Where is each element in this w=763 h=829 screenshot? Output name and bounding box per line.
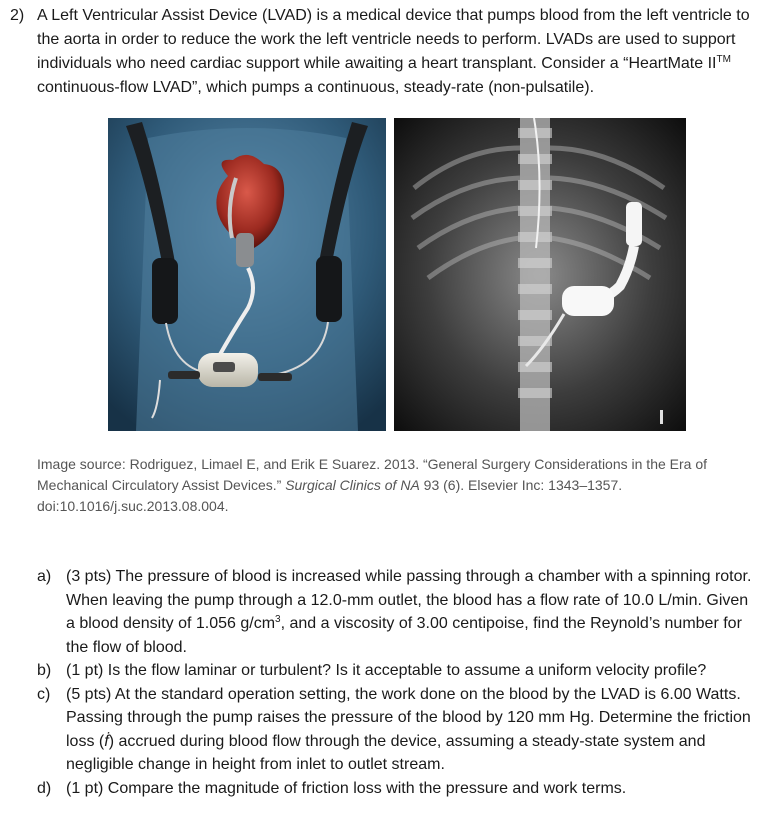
caption-text-1: Image source: Rodriguez, Limael E, and Erik E Suarez. 2013. “General Surgery Considerations in the Era of Mechanical Circulatory Assist Devices.” <box>37 456 708 493</box>
subquestion-text-cont: ) accrued during blood flow through the device, assuming a steady-state system and negligible change in height from inlet to outlet stream. <box>66 732 706 773</box>
image-source-caption <box>37 454 752 517</box>
subquestion-text: (5 pts) At the standard operation setting, the work done on the blood by the LVAD is 6.00 Watts. Passing through the pump raises the pressure of the blood by 120 mm Hg. Determine the friction loss ( <box>66 685 751 750</box>
subquestion-label: d) <box>37 779 52 797</box>
intro-text-2: continuous-flow LVAD”, which pumps a continuous, steady-rate (non-pulsatile). <box>37 79 595 96</box>
xray-image <box>394 118 686 431</box>
subquestion-c <box>37 683 752 777</box>
subquestion-text: (3 pts) The pressure of blood is increased while passing through a chamber with a spinning rotor. When leaving the pump through a 12.0-mm outlet, the blood has a flow rate of 10.0 L/min. Given a blood density of 1.056 g/cm <box>66 568 752 632</box>
subquestion-text: (1 pt) Is the flow laminar or turbulent? Is it acceptable to assume a uniform velocity profile? <box>66 662 707 679</box>
subquestion-b <box>37 659 752 683</box>
lvad-illustration <box>108 118 386 431</box>
friction-symbol: ḟ <box>104 732 109 750</box>
caption-text-2: 93 (6). Elsevier Inc: 1343–1357. doi:10.1016/j.suc.2013.08.004. <box>37 477 623 514</box>
subquestion-d <box>37 777 752 801</box>
cubed-superscript: 3 <box>275 614 281 625</box>
subquestion-label: c) <box>37 685 51 703</box>
question-number: 2) <box>10 7 25 24</box>
figure-images <box>108 118 686 431</box>
subquestion-text: (1 pt) Compare the magnitude of friction loss with the pressure and work terms. <box>66 779 627 797</box>
subquestion-label: b) <box>37 662 52 679</box>
subquestion-a <box>37 565 752 659</box>
intro-text-1: A Left Ventricular Assist Device (LVAD) is a medical device that pumps blood from the left ventricle to the aorta in order to reduce the work the left ventricle needs to perform. LVADs are used to support individuals who need cardiac support while awaiting a heart transplant. Consider a “HeartMate II <box>37 7 750 72</box>
subquestion-label: a) <box>37 568 52 585</box>
subquestion-list <box>37 565 752 800</box>
caption-journal: Surgical Clinics of NA <box>285 477 420 493</box>
trademark-superscript: TM <box>716 54 731 65</box>
question-intro <box>37 4 752 100</box>
subquestion-text-cont: , and a viscosity of 3.00 centipoise, find the Reynold’s number for the flow of blood. <box>66 615 742 656</box>
